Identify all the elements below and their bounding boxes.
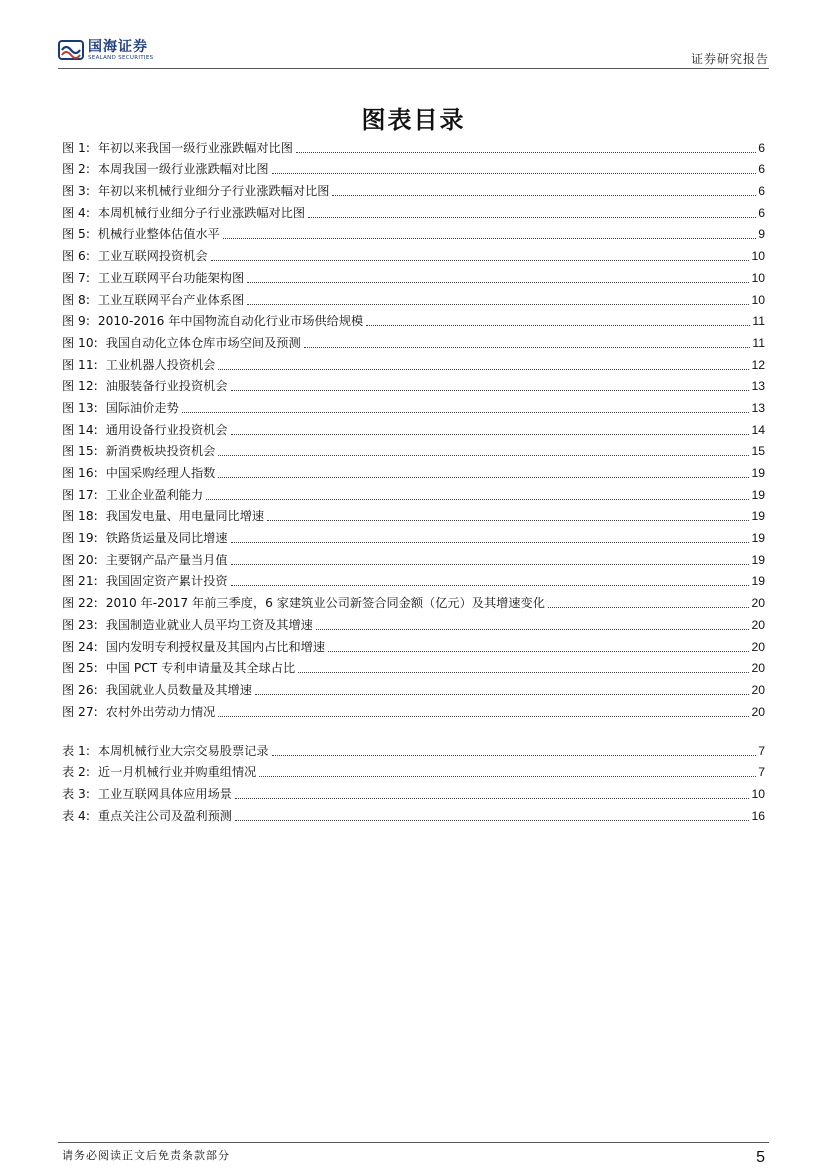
entry-label: 图 3: xyxy=(62,184,90,199)
dot-leader xyxy=(235,820,749,821)
entry-page: 20 xyxy=(751,704,765,719)
entry-page: 19 xyxy=(751,574,765,589)
entry-title: 工业互联网投资机会 xyxy=(97,249,208,264)
dot-leader xyxy=(272,173,757,174)
dot-leader xyxy=(235,798,749,799)
entry-page: 13 xyxy=(751,379,765,394)
toc-entry[interactable] xyxy=(62,568,765,590)
dot-leader xyxy=(231,434,750,435)
entry-label: 图 18: xyxy=(62,509,98,524)
entry-title: 我国发电量、用电量同比增速 xyxy=(105,509,265,524)
entry-title: 我国固定资产累计投资 xyxy=(105,574,228,589)
entry-title: 工业互联网平台功能架构图 xyxy=(97,270,245,285)
entry-title: 重点关注公司及盈利预测 xyxy=(97,808,232,823)
toc-entry[interactable] xyxy=(62,416,765,438)
report-type: 证券研究报告 xyxy=(690,52,769,66)
dot-leader xyxy=(218,477,749,478)
entry-title: 本周我国一级行业涨跌幅对比图 xyxy=(97,162,269,177)
entry-label: 图 25: xyxy=(62,661,98,676)
entry-page: 10 xyxy=(751,787,765,802)
toc-entry[interactable] xyxy=(62,329,765,351)
entry-title: 中国 PCT 专利申请量及其全球占比 xyxy=(105,661,296,676)
dot-leader xyxy=(218,455,749,456)
toc-entry[interactable] xyxy=(62,351,765,373)
entry-page: 11 xyxy=(752,335,765,350)
entry-label: 图 4: xyxy=(62,205,90,220)
entry-page: 10 xyxy=(751,292,765,307)
entry-title: 2010-2016 年中国物流自动化行业市场供给规模 xyxy=(97,314,364,329)
entry-page: 19 xyxy=(751,531,765,546)
entry-title: 工业互联网具体应用场景 xyxy=(97,787,232,802)
entry-title: 年初以来机械行业细分子行业涨跌幅对比图 xyxy=(97,184,330,199)
toc-entry[interactable] xyxy=(62,524,765,546)
entry-page: 13 xyxy=(751,400,765,415)
entry-title: 机械行业整体估值水平 xyxy=(97,227,220,242)
entry-title: 2010 年-2017 年前三季度，6 家建筑业公司新签合同金额（亿元）及其增速变化 xyxy=(105,596,545,611)
entry-label: 图 22: xyxy=(62,596,98,611)
entry-title: 通用设备行业投资机会 xyxy=(105,422,228,437)
entry-title: 近一月机械行业并购重组情况 xyxy=(97,765,257,780)
toc-entry[interactable] xyxy=(62,481,765,503)
toc-entry[interactable] xyxy=(62,156,765,178)
dot-leader xyxy=(231,542,750,543)
brand-name-cn: 国海证券 xyxy=(88,38,148,55)
toc-entry[interactable] xyxy=(62,589,765,611)
entry-label: 图 14: xyxy=(62,422,98,437)
entry-label: 表 4: xyxy=(62,808,90,823)
entry-page: 19 xyxy=(751,466,765,480)
brand-name-en: SEALAND SECURITIES xyxy=(88,54,154,61)
entry-page: 11 xyxy=(752,314,765,329)
entry-title: 年初以来我国一级行业涨跌幅对比图 xyxy=(97,140,293,155)
entry-label: 图 24: xyxy=(62,639,98,654)
entry-label: 表 2: xyxy=(62,765,90,780)
entry-title: 新消费板块投资机会 xyxy=(105,444,216,459)
toc-entry[interactable] xyxy=(62,759,765,781)
entry-label: 图 20: xyxy=(62,552,98,567)
entry-page: 9 xyxy=(758,227,765,242)
dot-leader xyxy=(259,776,756,777)
entry-page: 20 xyxy=(751,617,765,632)
entry-title: 本周机械行业细分子行业涨跌幅对比图 xyxy=(97,205,306,220)
entry-title: 中国采购经理人指数 xyxy=(105,466,216,480)
entry-label: 图 8: xyxy=(62,292,90,307)
sealand-logo-icon xyxy=(58,38,84,62)
entry-label: 图 9: xyxy=(62,314,90,329)
toc-entry[interactable] xyxy=(62,503,765,525)
toc-entry[interactable] xyxy=(62,655,765,677)
dot-leader xyxy=(332,195,756,196)
entry-label: 图 11: xyxy=(62,357,98,372)
dot-leader xyxy=(298,672,749,673)
dot-leader xyxy=(231,564,750,565)
dot-leader xyxy=(223,238,756,239)
entry-page: 6 xyxy=(758,162,765,177)
toc-entry[interactable] xyxy=(62,134,765,156)
entry-title: 本周机械行业大宗交易股票记录 xyxy=(97,743,269,758)
entry-label: 图 5: xyxy=(62,227,90,242)
entry-label: 图 1: xyxy=(62,140,90,155)
dot-leader xyxy=(328,651,749,652)
toc-entry[interactable] xyxy=(62,264,765,286)
toc-entry[interactable] xyxy=(62,459,765,481)
entry-label: 图 7: xyxy=(62,270,90,285)
entry-label: 图 10: xyxy=(62,335,98,350)
dot-leader xyxy=(267,520,749,521)
dot-leader xyxy=(272,755,757,756)
entry-page: 6 xyxy=(758,184,765,199)
toc-entry[interactable] xyxy=(62,802,765,824)
entry-label: 图 16: xyxy=(62,466,98,480)
toc-entry[interactable] xyxy=(62,373,765,395)
toc-entry[interactable] xyxy=(62,676,765,698)
entry-title: 工业企业盈利能力 xyxy=(105,487,204,502)
toc-entry[interactable] xyxy=(62,199,765,221)
entry-page: 12 xyxy=(751,357,765,372)
page-title: 图表目录 xyxy=(361,106,466,134)
footer-divider xyxy=(58,1142,769,1143)
entry-label: 图 2: xyxy=(62,162,90,177)
entry-page: 19 xyxy=(751,509,765,524)
page-number: 5 xyxy=(756,1149,765,1166)
entry-label: 图 26: xyxy=(62,682,98,697)
toc-entry[interactable] xyxy=(62,546,765,568)
header-divider xyxy=(58,68,769,69)
figure-list xyxy=(62,134,765,720)
toc-entry[interactable] xyxy=(62,221,765,243)
entry-title: 我国自动化立体仓库市场空间及预测 xyxy=(105,335,301,350)
entry-title: 油服装备行业投资机会 xyxy=(105,379,228,394)
entry-label: 图 15: xyxy=(62,444,98,459)
dot-leader xyxy=(366,325,750,326)
toc-entry[interactable] xyxy=(62,438,765,460)
entry-label: 图 21: xyxy=(62,574,98,589)
entry-title: 我国制造业就业人员平均工资及其增速 xyxy=(105,617,313,632)
entry-page: 20 xyxy=(751,596,765,611)
entry-page: 20 xyxy=(751,661,765,676)
toc-entry[interactable] xyxy=(62,242,765,264)
toc-entry[interactable] xyxy=(62,308,765,330)
dot-leader xyxy=(182,412,750,413)
entry-title: 主要钢产品产量当月值 xyxy=(105,552,228,567)
dot-leader xyxy=(231,585,750,586)
entry-label: 图 17: xyxy=(62,487,98,502)
entry-page: 10 xyxy=(751,270,765,285)
entry-page: 20 xyxy=(751,682,765,697)
dot-leader xyxy=(316,629,750,630)
entry-title: 我国就业人员数量及其增速 xyxy=(105,682,252,697)
entry-page: 19 xyxy=(751,487,765,502)
brand-logo xyxy=(58,38,153,62)
toc-entry[interactable] xyxy=(62,737,765,759)
dot-leader xyxy=(231,390,750,391)
entry-label: 图 13: xyxy=(62,400,98,415)
dot-leader xyxy=(211,260,750,261)
toc-entry[interactable] xyxy=(62,611,765,633)
toc-entry[interactable] xyxy=(62,177,765,199)
toc-entry[interactable] xyxy=(62,698,765,720)
entry-label: 图 27: xyxy=(62,704,98,719)
entry-page: 20 xyxy=(751,639,765,654)
entry-title: 国内发明专利授权量及其国内占比和增速 xyxy=(105,639,326,654)
dot-leader xyxy=(304,347,751,348)
toc-entry[interactable] xyxy=(62,633,765,655)
dot-leader xyxy=(296,152,756,153)
dot-leader xyxy=(308,217,756,218)
entry-title: 农村外出劳动力情况 xyxy=(105,704,216,719)
entry-label: 表 3: xyxy=(62,787,90,802)
dot-leader xyxy=(255,694,750,695)
dot-leader xyxy=(247,304,749,305)
entry-page: 15 xyxy=(751,444,765,459)
entry-page: 10 xyxy=(751,249,765,264)
entry-label: 图 12: xyxy=(62,379,98,394)
entry-page: 6 xyxy=(758,205,765,220)
entry-title: 国际油价走势 xyxy=(105,400,179,415)
entry-page: 7 xyxy=(758,765,765,780)
entry-title: 工业互联网平台产业体系图 xyxy=(97,292,245,307)
entry-page: 7 xyxy=(758,743,765,758)
entry-title: 工业机器人投资机会 xyxy=(105,357,216,372)
dot-leader xyxy=(247,282,749,283)
dot-leader xyxy=(548,607,750,608)
dot-leader xyxy=(218,369,749,370)
entry-label: 图 23: xyxy=(62,617,98,632)
dot-leader xyxy=(206,499,749,500)
toc-entry[interactable] xyxy=(62,394,765,416)
entry-page: 19 xyxy=(751,552,765,567)
page-header xyxy=(58,36,769,68)
entry-page: 16 xyxy=(751,808,765,823)
footer-disclaimer: 请务必阅读正文后免责条款部分 xyxy=(62,1149,230,1162)
toc-entry[interactable] xyxy=(62,780,765,802)
entry-label: 图 19: xyxy=(62,531,98,546)
toc-entry[interactable] xyxy=(62,286,765,308)
entry-page: 14 xyxy=(751,422,765,437)
entry-label: 图 6: xyxy=(62,249,90,264)
entry-label: 表 1: xyxy=(62,743,90,758)
dot-leader xyxy=(218,716,749,717)
entry-title: 铁路货运量及同比增速 xyxy=(105,531,228,546)
entry-page: 6 xyxy=(758,140,765,155)
table-list xyxy=(62,737,765,824)
